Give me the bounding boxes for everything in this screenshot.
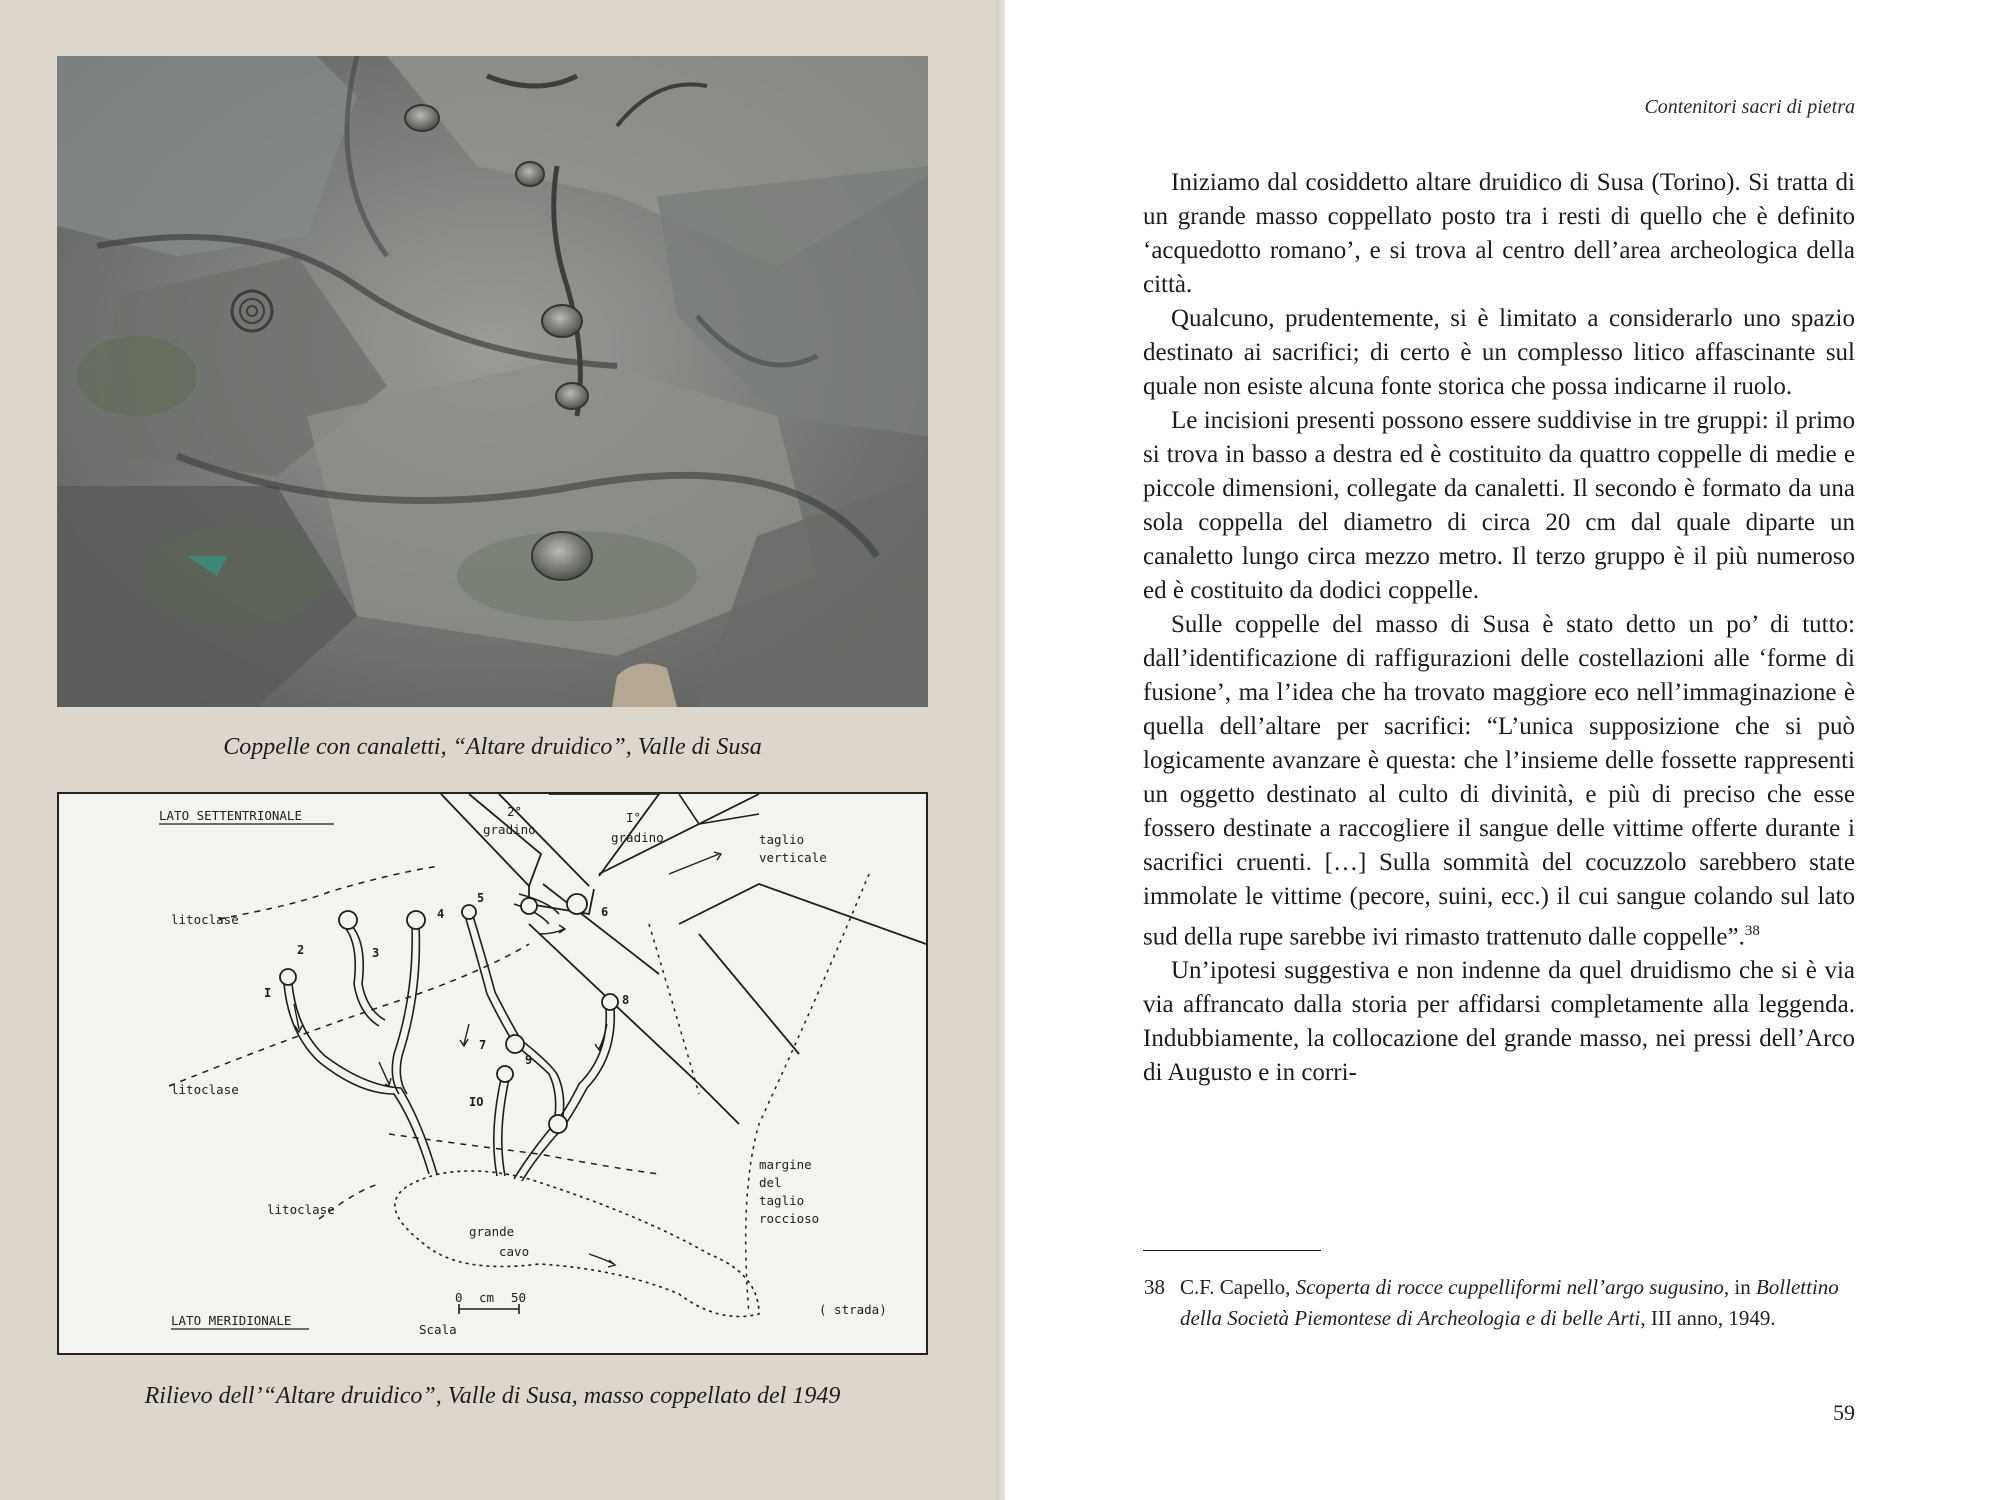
footnote-title: Scoperta di rocce cuppelliformi nell’argo sugusino: [1295, 1275, 1724, 1299]
label-lato-settentrionale: LATO SETTENTRIONALE: [159, 808, 302, 823]
paragraph-text: Sulle coppelle del masso di Susa è stato detto un po’ di tutto: dall’identificazione di raffigurazioni delle costellazioni alle ‘forme di fusione’, ma l’idea che ha trovato maggiore eco nell’immaginazione è quella dell’altare per sacrifici: “L’unica supposizione che si può logicamente avanzare è questa: che l’insieme delle fossette rappresenti un oggetto destinato al culto di divinità, e più di preciso che esse fossero destinate a raccogliere il sangue delle vittime offerte durante i sacrifici cruenti. […] Sulla sommità del cocuzzolo sarebbero state immolate le vittime (pecore, suini, ecc.) il cui sangue colando sul lato sud della rupe sarebbe ivi rimasto trattenuto dalle coppelle”.: [1143, 611, 1855, 951]
cup-number: 6: [601, 905, 609, 919]
cup-number: 5: [477, 891, 485, 905]
label-litoclase-3: litoclase: [267, 1202, 335, 1217]
label-margine: margine: [759, 1157, 812, 1172]
label-lato-meridionale: LATO MERIDIONALE: [171, 1313, 292, 1328]
label-roccioso: roccioso: [759, 1211, 820, 1226]
scale-zero: 0: [455, 1290, 463, 1305]
scale-fifty: 50: [511, 1290, 527, 1305]
paragraph: Iniziamo dal cosiddetto altare druidico di Susa (Torino). Si tratta di un grande masso coppellato posto tra i resti di quello che è definito ‘acquedotto romano’, e si trova al centro dell’area archeologica della città.: [1143, 169, 1855, 298]
label-grande: grande: [469, 1224, 515, 1239]
label-taglio-2: taglio: [759, 1193, 805, 1208]
cup-number: 2: [297, 943, 305, 957]
scale-cm: cm: [479, 1290, 495, 1305]
paragraph: [1143, 608, 1855, 954]
cup-number: 9: [525, 1053, 533, 1067]
label-taglio: taglio: [759, 832, 805, 847]
page-number: 59: [1833, 1400, 1855, 1425]
label-verticale: verticale: [759, 850, 827, 865]
cup-marks-drawing: [57, 792, 928, 1355]
rock-photo: [57, 56, 928, 707]
cup-number: I: [264, 986, 272, 1000]
label-scala: Scala: [419, 1322, 457, 1337]
label-litoclase-2: litoclase: [171, 1082, 239, 1097]
footnote-journal: Bollettino della Società Piemontese di Archeologia e di belle Arti: [1180, 1275, 1839, 1330]
cup-number: 4: [437, 907, 445, 921]
label-cavo: cavo: [499, 1244, 530, 1259]
footnote: [1144, 1272, 1856, 1334]
footnote-rule: [1143, 1250, 1321, 1251]
footnote-number: 38: [1144, 1275, 1165, 1299]
footnote-author: C.F. Capello,: [1180, 1275, 1296, 1299]
body-text: [1143, 166, 1855, 1090]
cup-number: IO: [469, 1095, 484, 1109]
label-gradino-1-num: I°: [626, 810, 642, 825]
running-head: Contenitori sacri di pietra: [1644, 96, 1855, 118]
cup-number: 3: [372, 946, 380, 960]
drawing-caption: Rilievo dell’“Altare druidico”, Valle di Susa, masso coppellato del 1949: [144, 1383, 841, 1409]
label-del: del: [759, 1175, 782, 1190]
paragraph: Le incisioni presenti possono essere suddivise in tre gruppi: il primo si trova in basso a destra ed è costituito da quattro coppelle di medie e piccole dimensioni, collegate da canaletti. Il secondo è formato da una sola coppella del diametro di circa 20 cm dal quale diparte un canaletto lungo circa mezzo metro. Il terzo gruppo è il più numeroso ed è costituito da dodici coppelle.: [1143, 407, 1855, 604]
label-gradino-2: gradino: [483, 822, 536, 837]
label-gradino-1: gradino: [611, 830, 664, 845]
label-gradino-2-num: 2°: [507, 804, 523, 819]
footnote-rest: , III anno, 1949.: [1640, 1306, 1776, 1330]
footnote-in: , in: [1723, 1275, 1756, 1299]
label-strada: ( strada): [819, 1302, 887, 1317]
cup-number: 7: [479, 1038, 487, 1052]
paragraph: Qualcuno, prudentemente, si è limitato a considerarlo uno spazio destinato ai sacrifici; di certo è un complesso litico affascinante sul quale non esiste alcuna fonte storica che possa indicarne il ruolo.: [1143, 305, 1855, 400]
paragraph: Un’ipotesi suggestiva e non indenne da quel druidismo che si è via via affrancato dalla storia per affidarsi completamente alla leggenda. Indubbiamente, la collocazione del grande masso, nei pressi dell’Arco di Augusto e in corri-: [1143, 957, 1855, 1087]
label-litoclase-1: litoclase: [171, 912, 239, 927]
cup-number: 8: [622, 993, 630, 1007]
photo-caption: Coppelle con canaletti, “Altare druidico”, Valle di Susa: [223, 734, 762, 760]
footnote-reference: 38: [1744, 923, 1760, 939]
